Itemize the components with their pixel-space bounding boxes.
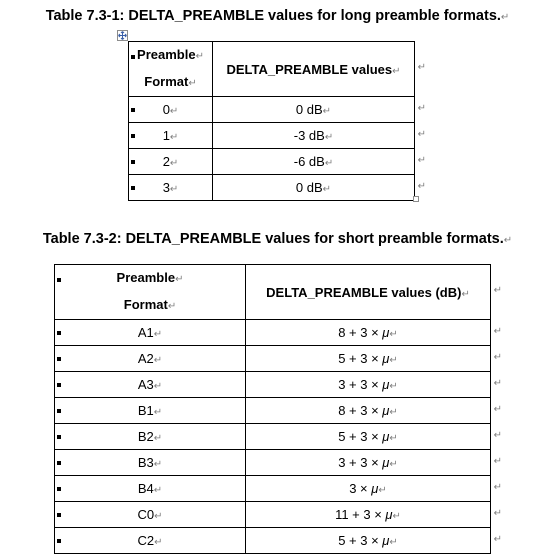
delta-preamble-short-table bbox=[54, 264, 502, 554]
header-values-label: DELTA_PREAMBLE values↵ bbox=[226, 61, 401, 77]
value-cell: 5 + 3 × μ↵ ↵ bbox=[246, 346, 491, 372]
list-bullet-icon bbox=[57, 435, 61, 439]
header-cell-values bbox=[213, 42, 426, 97]
table-row bbox=[55, 346, 491, 372]
table2-caption: Table 7.3-2: DELTA_PREAMBLE values for short preamble formats.↵ bbox=[42, 231, 513, 247]
table-row bbox=[55, 502, 491, 528]
format-cell: A1↵ bbox=[55, 320, 246, 346]
header-cell-format bbox=[55, 265, 246, 320]
format-cell: A3↵ bbox=[55, 372, 246, 398]
value-cell: 0 dB↵ ↵ bbox=[213, 175, 415, 201]
value-cell: 8 + 3 × μ↵ ↵ bbox=[246, 398, 491, 424]
format-cell: 2↵ bbox=[129, 149, 213, 175]
list-bullet-icon bbox=[57, 278, 61, 282]
table-row bbox=[129, 175, 415, 201]
list-bullet-icon bbox=[131, 160, 135, 164]
table-row bbox=[55, 424, 491, 450]
table-row bbox=[129, 123, 415, 149]
row-end-mark: ↵ bbox=[493, 377, 502, 389]
row-end-mark: ↵ bbox=[493, 533, 502, 545]
value-cell: 8 + 3 × μ↵ ↵ bbox=[246, 320, 491, 346]
value-cell: 5 + 3 × μ↵ ↵ bbox=[246, 528, 491, 554]
header-cell-values bbox=[246, 265, 502, 320]
row-end-mark: ↵ bbox=[493, 507, 502, 519]
list-bullet-icon bbox=[57, 357, 61, 361]
paragraph-mark: ↵ bbox=[503, 235, 513, 246]
table-resize-handle[interactable] bbox=[413, 196, 419, 202]
row-end-mark: ↵ bbox=[493, 325, 502, 337]
row-end-mark: ↵ bbox=[493, 403, 502, 415]
table-row bbox=[129, 97, 415, 123]
format-cell: B1↵ bbox=[55, 398, 246, 424]
format-cell: A2↵ bbox=[55, 346, 246, 372]
list-bullet-icon bbox=[131, 186, 135, 190]
row-end-mark: ↵ bbox=[417, 154, 426, 166]
header-format-line1: Preamble↵ bbox=[137, 47, 204, 62]
header-format-line2: Format↵ bbox=[123, 297, 177, 312]
list-bullet-icon bbox=[131, 108, 135, 112]
row-end-mark: ↵ bbox=[417, 102, 426, 114]
list-bullet-icon bbox=[57, 331, 61, 335]
table-row bbox=[55, 372, 491, 398]
list-bullet-icon bbox=[57, 383, 61, 387]
list-bullet-icon bbox=[57, 487, 61, 491]
table-header-row bbox=[55, 265, 491, 320]
list-bullet-icon bbox=[131, 55, 135, 59]
format-cell: C2↵ bbox=[55, 528, 246, 554]
header-format-line2: Format↵ bbox=[144, 74, 197, 89]
format-cell: 3↵ bbox=[129, 175, 213, 201]
value-cell: 3 × μ↵ ↵ bbox=[246, 476, 491, 502]
table-row bbox=[55, 450, 491, 476]
table-row bbox=[129, 149, 415, 175]
row-end-mark: ↵ bbox=[417, 180, 426, 192]
value-cell: 3 + 3 × μ↵ ↵ bbox=[246, 372, 491, 398]
value-cell: -3 dB↵ ↵ bbox=[213, 123, 415, 149]
header-values-label: DELTA_PREAMBLE values (dB)↵ bbox=[266, 284, 470, 300]
row-end-mark: ↵ bbox=[493, 351, 502, 363]
header-cell-format bbox=[129, 42, 213, 97]
delta-preamble-long-table bbox=[128, 41, 426, 201]
format-cell: B2↵ bbox=[55, 424, 246, 450]
row-end-mark: ↵ bbox=[493, 285, 502, 296]
table-row bbox=[55, 528, 491, 554]
list-bullet-icon bbox=[57, 513, 61, 517]
table-move-handle-icon[interactable] bbox=[117, 30, 128, 41]
value-cell: 11 + 3 × μ↵ ↵ bbox=[246, 502, 491, 528]
list-bullet-icon bbox=[57, 539, 61, 543]
paragraph-mark: ↵ bbox=[500, 12, 510, 23]
value-cell: 3 + 3 × μ↵ ↵ bbox=[246, 450, 491, 476]
table-row bbox=[55, 398, 491, 424]
format-cell: B4↵ bbox=[55, 476, 246, 502]
value-cell: 5 + 3 × μ↵ ↵ bbox=[246, 424, 491, 450]
list-bullet-icon bbox=[57, 409, 61, 413]
list-bullet-icon bbox=[131, 134, 135, 138]
format-cell: B3↵ bbox=[55, 450, 246, 476]
value-cell: -6 dB↵ ↵ bbox=[213, 149, 415, 175]
row-end-mark: ↵ bbox=[417, 62, 426, 73]
format-cell: 0↵ bbox=[129, 97, 213, 123]
table-header-row bbox=[129, 42, 415, 97]
row-end-mark: ↵ bbox=[417, 128, 426, 140]
header-format-line1: Preamble↵ bbox=[116, 270, 184, 285]
list-bullet-icon bbox=[57, 461, 61, 465]
format-cell: 1↵ bbox=[129, 123, 213, 149]
format-cell: C0↵ bbox=[55, 502, 246, 528]
row-end-mark: ↵ bbox=[493, 429, 502, 441]
table-row bbox=[55, 476, 491, 502]
value-cell: 0 dB↵ ↵ bbox=[213, 97, 415, 123]
table-row bbox=[55, 320, 491, 346]
table1-caption: Table 7.3-1: DELTA_PREAMBLE values for long preamble formats.↵ bbox=[45, 8, 510, 24]
row-end-mark: ↵ bbox=[493, 481, 502, 493]
row-end-mark: ↵ bbox=[493, 455, 502, 467]
